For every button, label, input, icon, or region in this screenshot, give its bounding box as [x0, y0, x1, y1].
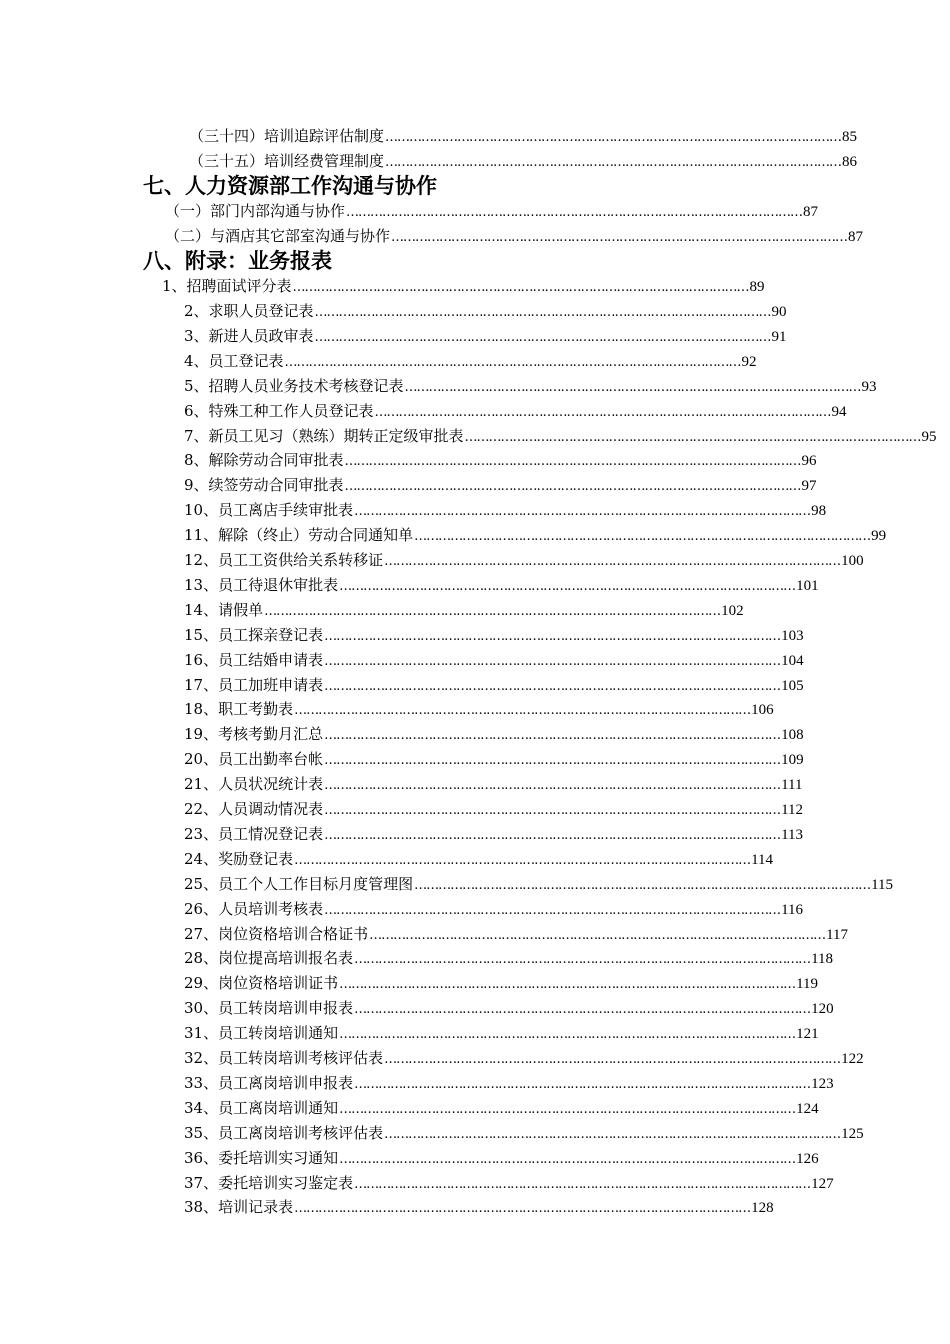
toc-entry-label: 30、员工转岗培训申报表	[184, 999, 354, 1018]
dot-leader: ……………………………………………………………………………………………………	[354, 1176, 811, 1192]
toc-entry	[184, 948, 834, 968]
toc-entry-page: 109	[781, 752, 804, 769]
toc-entry-page: 120	[811, 1001, 834, 1018]
toc-entry	[184, 1048, 864, 1068]
toc-entry-label: 23、员工情况登记表	[184, 824, 324, 843]
toc-entry	[184, 1098, 819, 1118]
toc-entry	[184, 724, 804, 744]
toc-entry	[184, 525, 887, 545]
toc-entry-page: 119	[796, 976, 819, 993]
dot-leader: ……………………………………………………………………………………………………	[324, 753, 781, 769]
toc-entry-page: 99	[871, 528, 887, 545]
toc-entry	[184, 774, 803, 794]
toc-entry	[184, 874, 894, 894]
toc-entry-page: 102	[721, 602, 744, 619]
dot-leader: ……………………………………………………………………………………………………	[294, 703, 751, 719]
toc-entry-label: 7、新员工见习（熟练）期转正定级审批表	[184, 426, 464, 445]
toc-entry-label: 19、考核考勤月汇总	[184, 725, 324, 744]
dot-leader: ……………………………………………………………………………………………………	[385, 130, 842, 145]
toc-entry	[189, 151, 858, 171]
dot-leader: ……………………………………………………………………………………………………	[294, 852, 751, 868]
toc-entry	[165, 226, 864, 246]
toc-entry-page: 125	[841, 1125, 864, 1142]
toc-entry-page: 103	[781, 627, 804, 644]
toc-entry-label: 27、岗位资格培训合格证书	[184, 924, 369, 943]
toc-entry	[184, 575, 819, 595]
toc-entry-label: 9、续签劳动合同审批表	[184, 476, 344, 495]
toc-entry-label: 15、员工探亲登记表	[184, 625, 324, 644]
toc-entry-label: 35、员工离岗培训考核评估表	[184, 1123, 384, 1142]
toc-entry	[184, 351, 757, 371]
toc-entry-label: （三十四）培训追踪评估制度	[189, 127, 385, 145]
dot-leader: ……………………………………………………………………………………………………	[339, 578, 796, 594]
dot-leader: ……………………………………………………………………………………………………	[324, 803, 781, 818]
toc-entry-label: 10、员工离店手续审批表	[184, 501, 354, 520]
toc-entry-label: 1、招聘面试评分表	[162, 277, 292, 295]
toc-entry-page: 85	[842, 129, 858, 145]
dot-leader: ……………………………………………………………………………………………………	[414, 529, 871, 545]
toc-entry-label: 38、培训记录表	[184, 1198, 294, 1217]
toc-entry-page: 93	[861, 378, 877, 395]
dot-leader: ……………………………………………………………………………………………………	[464, 429, 921, 445]
dot-leader: ……………………………………………………………………………………………………	[384, 1126, 841, 1142]
toc-entry-page: 89	[749, 279, 765, 295]
toc-entry-page: 105	[781, 677, 804, 694]
toc-entry-page: 128	[751, 1200, 774, 1217]
toc-entry	[184, 899, 804, 919]
toc-entry	[184, 301, 787, 321]
toc-entry-page: 113	[781, 826, 804, 843]
toc-entry-page: 92	[741, 353, 757, 370]
toc-entry	[184, 1197, 774, 1217]
toc-entry-page: 101	[796, 577, 819, 594]
dot-leader: ……………………………………………………………………………………………………	[339, 977, 796, 993]
toc-entry-page: 94	[831, 403, 847, 420]
toc-entry	[184, 849, 774, 869]
toc-entry-label: 26、人员培训考核表	[184, 899, 324, 918]
dot-leader: ……………………………………………………………………………………………………	[324, 902, 781, 918]
dot-leader: ……………………………………………………………………………………………………	[384, 1052, 841, 1067]
toc-entry-page: 106	[751, 702, 774, 719]
toc-entry	[162, 276, 765, 296]
toc-entry	[184, 749, 804, 769]
dot-leader: ……………………………………………………………………………………………………	[354, 1076, 811, 1092]
toc-entry-label: 36、委托培训实习通知	[184, 1148, 339, 1167]
toc-entry-label: 4、员工登记表	[184, 351, 284, 370]
toc-entry-page: 97	[801, 478, 817, 495]
toc-entry-page: 108	[781, 727, 804, 744]
dot-leader: ……………………………………………………………………………………………………	[314, 329, 771, 345]
dot-leader: ……………………………………………………………………………………………………	[292, 280, 749, 295]
toc-entry	[184, 426, 937, 446]
dot-leader: ……………………………………………………………………………………………………	[324, 778, 781, 794]
toc-entry-page: 100	[841, 553, 864, 569]
toc-entry-label: 21、人员状况统计表	[184, 775, 324, 794]
toc-entry	[189, 126, 858, 146]
dot-leader: ……………………………………………………………………………………………………	[344, 479, 801, 495]
toc-entry-page: 91	[771, 328, 787, 345]
toc-entry-page: 111	[781, 777, 803, 794]
toc-entry-page: 127	[811, 1175, 834, 1192]
toc-entry-label: 8、解除劳动合同审批表	[184, 451, 344, 470]
section-heading: 七、人力资源部工作沟通与协作	[143, 174, 437, 198]
toc-entry-label: 13、员工待退休审批表	[184, 575, 339, 594]
toc-entry	[184, 475, 817, 495]
toc-entry-label: （二）与酒店其它部室沟通与协作	[165, 227, 391, 245]
toc-entry	[184, 1073, 834, 1093]
toc-entry-page: 116	[781, 901, 804, 918]
toc-entry	[184, 1023, 819, 1043]
toc-entry-page: 126	[796, 1150, 819, 1167]
dot-leader: ……………………………………………………………………………………………………	[324, 728, 781, 744]
toc-entry	[184, 500, 827, 520]
toc-entry	[184, 600, 744, 620]
toc-entry-label: 16、员工结婚申请表	[184, 650, 324, 669]
toc-entry-page: 87	[848, 229, 864, 245]
toc-entry-page: 117	[826, 926, 849, 943]
toc-entry	[184, 1123, 864, 1143]
dot-leader: ……………………………………………………………………………………………………	[414, 877, 871, 893]
toc-entry-page: 98	[811, 503, 827, 520]
dot-leader: ……………………………………………………………………………………………………	[391, 230, 848, 245]
toc-entry	[184, 625, 804, 645]
toc-entry	[184, 824, 804, 844]
dot-leader: ……………………………………………………………………………………………………	[384, 554, 841, 569]
toc-entry-page: 96	[801, 453, 817, 470]
dot-leader: ……………………………………………………………………………………………………	[324, 653, 781, 669]
toc-entry-label: 22、人员调动情况表	[184, 800, 324, 818]
dot-leader: ……………………………………………………………………………………………………	[346, 205, 803, 220]
dot-leader: ……………………………………………………………………………………………………	[294, 1201, 751, 1217]
toc-entry	[184, 550, 864, 570]
dot-leader: ……………………………………………………………………………………………………	[324, 628, 781, 644]
toc-entry-label: 6、特殊工种工作人员登记表	[184, 401, 374, 420]
toc-entry-page: 122	[841, 1051, 864, 1067]
toc-entry	[184, 1148, 819, 1168]
toc-entry-label: 29、岗位资格培训证书	[184, 974, 339, 993]
toc-entry-label: 11、解除（终止）劳动合同通知单	[184, 526, 414, 545]
toc-entry	[184, 650, 804, 670]
toc-entry-page: 86	[842, 154, 858, 170]
toc-entry-label: 31、员工转岗培训通知	[184, 1024, 339, 1043]
dot-leader: ……………………………………………………………………………………………………	[369, 927, 826, 943]
dot-leader: ……………………………………………………………………………………………………	[264, 603, 721, 619]
toc-entry	[184, 675, 804, 695]
dot-leader: ……………………………………………………………………………………………………	[354, 952, 811, 968]
toc-entry-label: 2、求职人员登记表	[184, 302, 314, 320]
toc-entry-page: 121	[796, 1026, 819, 1043]
toc-entry	[184, 799, 804, 819]
dot-leader: ……………………………………………………………………………………………………	[284, 354, 741, 370]
toc-entry-label: 28、岗位提高培训报名表	[184, 949, 354, 968]
dot-leader: ……………………………………………………………………………………………………	[385, 155, 842, 170]
toc-entry-label: 3、新进人员政审表	[184, 326, 314, 345]
toc-entry	[165, 201, 819, 221]
toc-entry-page: 95	[921, 428, 937, 445]
toc-entry-page: 124	[796, 1100, 819, 1117]
toc-entry-label: 32、员工转岗培训考核评估表	[184, 1049, 384, 1067]
toc-entry-page: 114	[751, 851, 774, 868]
dot-leader: ……………………………………………………………………………………………………	[344, 454, 801, 470]
toc-entry-label: 24、奖励登记表	[184, 849, 294, 868]
toc-entry-page: 90	[771, 304, 787, 320]
dot-leader: ……………………………………………………………………………………………………	[354, 1002, 811, 1018]
toc-entry-page: 112	[781, 802, 804, 818]
toc-entry-page: 87	[803, 204, 819, 220]
toc-entry-label: 25、员工个人工作目标月度管理图	[184, 874, 414, 893]
dot-leader: ……………………………………………………………………………………………………	[324, 678, 781, 694]
toc-entry	[184, 924, 849, 944]
toc-entry-page: 118	[811, 951, 834, 968]
toc-entry-label: 34、员工离岗培训通知	[184, 1098, 339, 1117]
dot-leader: ……………………………………………………………………………………………………	[339, 1101, 796, 1117]
toc-entry	[184, 998, 834, 1018]
dot-leader: ……………………………………………………………………………………………………	[339, 1151, 796, 1167]
toc-entry-label: 5、招聘人员业务技术考核登记表	[184, 376, 404, 395]
toc-entry-label: 33、员工离岗培训申报表	[184, 1073, 354, 1092]
toc-entry	[184, 699, 774, 719]
toc-entry-label: 12、员工工资供给关系转移证	[184, 551, 384, 569]
toc-entry-label: 20、员工出勤率台帐	[184, 750, 324, 769]
toc-entry-page: 115	[871, 876, 894, 893]
toc-entry-label: 17、员工加班申请表	[184, 675, 324, 694]
toc-entry-label: 14、请假单	[184, 600, 264, 619]
toc-entry-page: 104	[781, 652, 804, 669]
dot-leader: ……………………………………………………………………………………………………	[314, 305, 771, 320]
dot-leader: ……………………………………………………………………………………………………	[404, 379, 861, 395]
toc-entry-label: （三十五）培训经费管理制度	[189, 152, 385, 170]
toc-entry	[184, 1173, 834, 1193]
toc-entry-label: （一）部门内部沟通与协作	[165, 202, 346, 220]
dot-leader: ……………………………………………………………………………………………………	[324, 827, 781, 843]
toc-entry	[184, 401, 847, 421]
toc-entry	[184, 376, 877, 396]
toc-entry-label: 37、委托培训实习鉴定表	[184, 1173, 354, 1192]
toc-entry	[184, 973, 819, 993]
section-heading: 八、附录：业务报表	[143, 249, 332, 273]
toc-entry-page: 123	[811, 1075, 834, 1092]
toc-entry	[184, 326, 787, 346]
dot-leader: ……………………………………………………………………………………………………	[354, 504, 811, 520]
dot-leader: ……………………………………………………………………………………………………	[339, 1027, 796, 1043]
toc-entry-label: 18、职工考勤表	[184, 700, 294, 719]
dot-leader: ……………………………………………………………………………………………………	[374, 404, 831, 420]
toc-entry	[184, 450, 817, 470]
